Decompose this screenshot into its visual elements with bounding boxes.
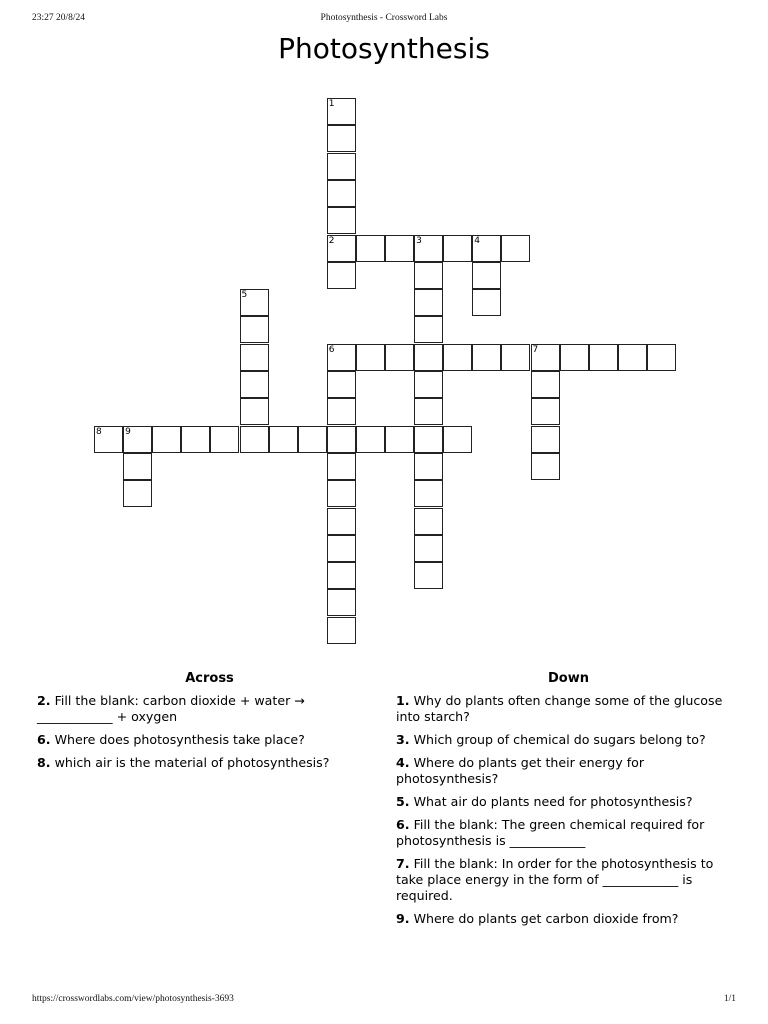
cell-number: 5 (241, 290, 248, 301)
clue-text: Fill the blank: In order for the photosynthesis to take place energy in the form of ____________ is required. (396, 856, 714, 903)
crossword-cell[interactable] (327, 535, 356, 562)
cell-number: 4 (474, 235, 481, 246)
crossword-cell[interactable] (327, 371, 356, 398)
cell-number: 7 (532, 344, 539, 355)
crossword-cell[interactable] (327, 98, 356, 125)
clue-text: Where do plants get carbon dioxide from? (413, 911, 679, 926)
crossword-cell[interactable] (123, 453, 152, 480)
clue-item (396, 856, 741, 904)
cell-number: 3 (416, 235, 422, 246)
crossword-cell[interactable] (472, 262, 501, 289)
crossword-cell[interactable] (414, 235, 443, 262)
clue-number: 6. (396, 817, 410, 832)
crossword-cell[interactable] (327, 262, 356, 289)
crossword-cell[interactable] (414, 508, 443, 535)
crossword-cell[interactable] (501, 235, 530, 262)
crossword-cell[interactable] (414, 535, 443, 562)
print-tab-title: Photosynthesis - Crossword Labs (320, 13, 448, 23)
crossword-cell[interactable] (531, 398, 560, 425)
crossword-cell[interactable] (472, 289, 501, 316)
clue-item (37, 693, 382, 725)
crossword-cell[interactable] (414, 480, 443, 507)
crossword-cell[interactable] (327, 398, 356, 425)
cell-number: 1 (328, 99, 335, 109)
crossword-cell[interactable] (531, 426, 560, 453)
clue-text: Where do plants get their energy for photosynthesis? (396, 755, 645, 786)
crossword-cell[interactable] (327, 453, 356, 480)
crossword-cell[interactable] (647, 344, 676, 371)
crossword-cell[interactable] (472, 235, 501, 262)
clue-text: Which group of chemical do sugars belong to? (413, 732, 706, 747)
clue-item (37, 755, 382, 771)
crossword-cell[interactable] (327, 180, 356, 207)
crossword-cell[interactable] (414, 453, 443, 480)
crossword-cell[interactable] (327, 617, 356, 644)
clue-number: 5. (396, 794, 410, 809)
crossword-cell[interactable] (327, 125, 356, 152)
down-clues (396, 670, 741, 934)
crossword-cell[interactable] (414, 289, 443, 316)
print-page-number: 1/1 (723, 994, 736, 1004)
clue-item (37, 732, 382, 748)
crossword-cell[interactable] (327, 426, 356, 453)
crossword-cell[interactable] (327, 153, 356, 180)
crossword-cell[interactable] (385, 344, 414, 371)
crossword-cell[interactable] (356, 344, 385, 371)
crossword-cell[interactable] (123, 426, 152, 453)
crossword-cell[interactable] (327, 562, 356, 589)
clue-number: 2. (37, 693, 51, 708)
crossword-cell[interactable] (560, 344, 589, 371)
crossword-cell[interactable] (210, 426, 239, 453)
crossword-cell[interactable] (531, 344, 560, 371)
print-url: https://crosswordlabs.com/view/photosynthesis-3693 (32, 994, 234, 1004)
crossword-cell[interactable] (240, 426, 269, 453)
crossword-cell[interactable] (240, 289, 269, 316)
crossword-cell[interactable] (414, 344, 443, 371)
clue-item (396, 755, 741, 787)
clue-number: 9. (396, 911, 410, 926)
clue-number: 8. (37, 755, 51, 770)
clue-number: 7. (396, 856, 410, 871)
crossword-cell[interactable] (501, 344, 530, 371)
crossword-cell[interactable] (531, 453, 560, 480)
clue-text: Fill the blank: The green chemical required for photosynthesis is ____________ (396, 817, 705, 848)
across-clues (37, 670, 382, 778)
crossword-cell[interactable] (240, 398, 269, 425)
crossword-cell[interactable] (327, 480, 356, 507)
crossword-cell[interactable] (327, 589, 356, 616)
crossword-cell[interactable] (356, 426, 385, 453)
crossword-cell[interactable] (589, 344, 618, 371)
crossword-cell[interactable] (356, 235, 385, 262)
clue-number: 3. (396, 732, 410, 747)
clue-item (396, 817, 741, 849)
clue-item (396, 794, 741, 810)
cell-number: 9 (125, 426, 131, 437)
cell-number: 8 (96, 426, 102, 437)
print-datetime: 23:27 20/8/24 (32, 13, 86, 23)
crossword-cell[interactable] (618, 344, 647, 371)
crossword-cell[interactable] (414, 316, 443, 343)
clue-number: 6. (37, 732, 51, 747)
crossword-cell[interactable] (327, 207, 356, 234)
crossword-cell[interactable] (269, 426, 298, 453)
crossword-cell[interactable] (414, 426, 443, 453)
clue-text: What air do plants need for photosynthesis? (413, 794, 693, 809)
crossword-cell[interactable] (94, 426, 123, 453)
clue-item (396, 693, 741, 725)
crossword-cell[interactable] (443, 426, 472, 453)
across-heading: Across (185, 671, 234, 686)
crossword-cell[interactable] (443, 235, 472, 262)
crossword-cell[interactable] (240, 371, 269, 398)
crossword-cell[interactable] (152, 426, 181, 453)
crossword-cell[interactable] (385, 235, 414, 262)
down-heading: Down (548, 671, 589, 686)
crossword-cell[interactable] (240, 316, 269, 343)
clue-text: Why do plants often change some of the glucose into starch? (396, 693, 723, 724)
crossword-cell[interactable] (240, 344, 269, 371)
crossword-cell[interactable] (123, 480, 152, 507)
crossword-cell[interactable] (531, 371, 560, 398)
crossword-cell[interactable] (414, 562, 443, 589)
crossword-cell[interactable] (327, 508, 356, 535)
crossword-cell[interactable] (414, 262, 443, 289)
cell-number: 2 (328, 235, 335, 246)
crossword-cell[interactable] (327, 235, 356, 262)
crossword-cell[interactable] (414, 398, 443, 425)
crossword-cell[interactable] (181, 426, 210, 453)
crossword-cell[interactable] (385, 426, 414, 453)
crossword-cell[interactable] (443, 344, 472, 371)
clue-text: which air is the material of photosynthesis? (54, 755, 330, 770)
crossword-cell[interactable] (414, 371, 443, 398)
cell-number: 6 (328, 344, 335, 355)
page-title: Photosynthesis (278, 32, 490, 65)
crossword-cell[interactable] (327, 344, 356, 371)
crossword-cell[interactable] (298, 426, 327, 453)
clue-text: Where does photosynthesis take place? (54, 732, 305, 747)
clue-text: Fill the blank: carbon dioxide + water → ____________ + oxygen (37, 693, 305, 724)
crossword-cell[interactable] (472, 344, 501, 371)
clue-number: 4. (396, 755, 410, 770)
clue-item (396, 911, 741, 927)
clue-number: 1. (396, 693, 410, 708)
clue-item (396, 732, 741, 748)
